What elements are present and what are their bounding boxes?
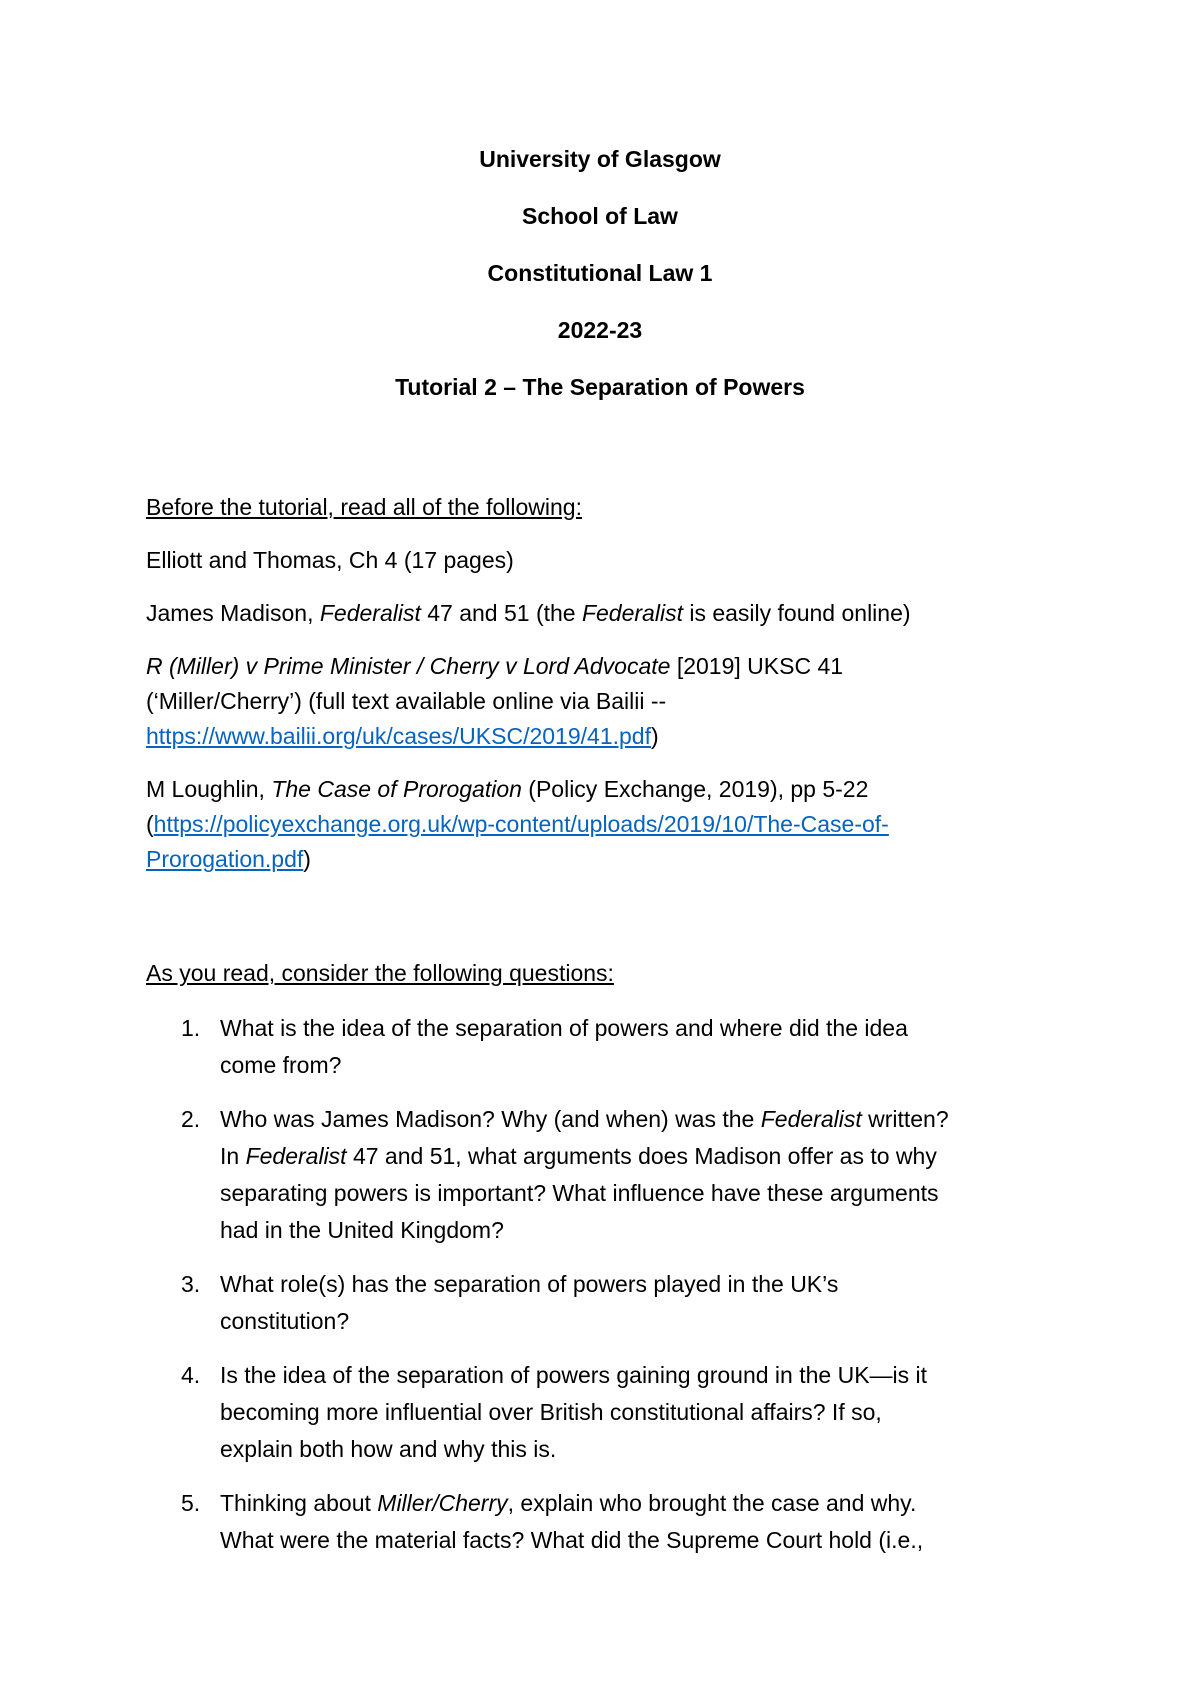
reading-text: )	[303, 846, 311, 872]
question-line: had in the United Kingdom?	[220, 1217, 504, 1243]
reading-text: (	[146, 811, 154, 837]
question-line: becoming more influential over British constitutional affairs? If so,	[220, 1399, 882, 1425]
reading-item-line	[146, 772, 1046, 807]
policy-exchange-link[interactable]: https://policyexchange.org.uk/wp-content/uploads/2019/10/The-Case-of-	[153, 811, 889, 837]
reading-text: (Policy Exchange, 2019), pp 5-22	[521, 776, 869, 802]
bailii-link[interactable]: https://www.bailii.org/uk/cases/UKSC/2019/41.pdf	[146, 723, 651, 749]
question-line: What is the idea of the separation of powers and where did the idea	[220, 1015, 908, 1041]
reading-text: James Madison,	[146, 600, 320, 626]
question-text: , explain who brought the case and why.	[507, 1490, 917, 1516]
case-citation: [2019] UKSC 41	[670, 653, 844, 679]
question-text: written?	[861, 1106, 949, 1132]
question-line: What were the material facts? What did the Supreme Court hold (i.e.,	[220, 1527, 924, 1553]
question-text: In	[220, 1143, 246, 1169]
reading-italic: Federalist	[319, 600, 421, 626]
reading-italic: Federalist	[581, 600, 683, 626]
question-number: 3.	[181, 1271, 201, 1297]
question-number: 4.	[181, 1362, 201, 1388]
reading-item-line	[146, 842, 1046, 877]
question-line: explain both how and why this is.	[220, 1436, 557, 1462]
question-italic: Miller/Cherry	[377, 1490, 508, 1516]
questions-section	[146, 955, 1046, 1576]
reading-item-line	[146, 807, 1046, 842]
policy-exchange-link-continued[interactable]: Prorogation.pdf	[146, 846, 304, 872]
question-number: 1.	[181, 1015, 201, 1041]
reading-item-line	[146, 649, 1046, 684]
questions-list	[146, 1010, 1046, 1559]
case-name: R (Miller) v Prime Minister / Cherry v Lord Advocate	[146, 653, 671, 679]
document-header	[0, 146, 1200, 431]
reading-text: 47 and 51 (the	[420, 600, 582, 626]
question-line	[220, 1138, 1046, 1175]
question-3	[146, 1266, 1046, 1340]
reading-text: )	[650, 723, 659, 749]
book-title: The Case of Prorogation	[271, 776, 522, 802]
question-line: constitution?	[220, 1308, 350, 1334]
question-line: What role(s) has the separation of powers played in the UK’s	[220, 1271, 839, 1297]
questions-title: As you read, consider the following questions:	[146, 960, 614, 986]
reading-item-madison	[146, 596, 1046, 631]
reading-list-title: Before the tutorial, read all of the following:	[146, 494, 582, 520]
question-line: Is the idea of the separation of powers gaining ground in the UK—is it	[220, 1362, 928, 1388]
reading-item-miller-cherry	[146, 649, 1046, 754]
academic-year: 2022-23	[557, 317, 643, 343]
question-5	[146, 1485, 1046, 1559]
question-line	[220, 1101, 1046, 1138]
question-number: 5.	[181, 1490, 201, 1516]
question-1	[146, 1010, 1046, 1084]
reading-text: M Loughlin,	[146, 776, 272, 802]
question-line: come from?	[220, 1052, 342, 1078]
question-italic: Federalist	[245, 1143, 347, 1169]
question-line: separating powers is important? What influence have these arguments	[220, 1180, 939, 1206]
question-number: 2.	[181, 1106, 201, 1132]
university-name: University of Glasgow	[479, 146, 721, 172]
reading-item-elliott-thomas	[146, 543, 1046, 578]
question-text: 47 and 51, what arguments does Madison offer as to why	[346, 1143, 937, 1169]
reading-item-loughlin	[146, 772, 1046, 877]
question-4	[146, 1357, 1046, 1468]
reading-item-line: (‘Miller/Cherry’) (full text available online via Bailii --	[146, 688, 667, 714]
question-text: Who was James Madison? Why (and when) was the	[220, 1106, 761, 1132]
reading-item-line	[146, 596, 1046, 631]
school-name: School of Law	[522, 203, 678, 229]
reading-item-line	[146, 719, 1046, 754]
reading-item-text: Elliott and Thomas, Ch 4 (17 pages)	[146, 547, 514, 573]
question-line	[220, 1485, 1046, 1522]
question-text: Thinking about	[220, 1490, 378, 1516]
question-italic: Federalist	[760, 1106, 862, 1132]
tutorial-title: Tutorial 2 – The Separation of Powers	[395, 374, 805, 400]
question-2	[146, 1101, 1046, 1249]
course-name: Constitutional Law 1	[487, 260, 713, 286]
reading-list	[146, 490, 1046, 895]
reading-text: is easily found online)	[682, 600, 911, 626]
